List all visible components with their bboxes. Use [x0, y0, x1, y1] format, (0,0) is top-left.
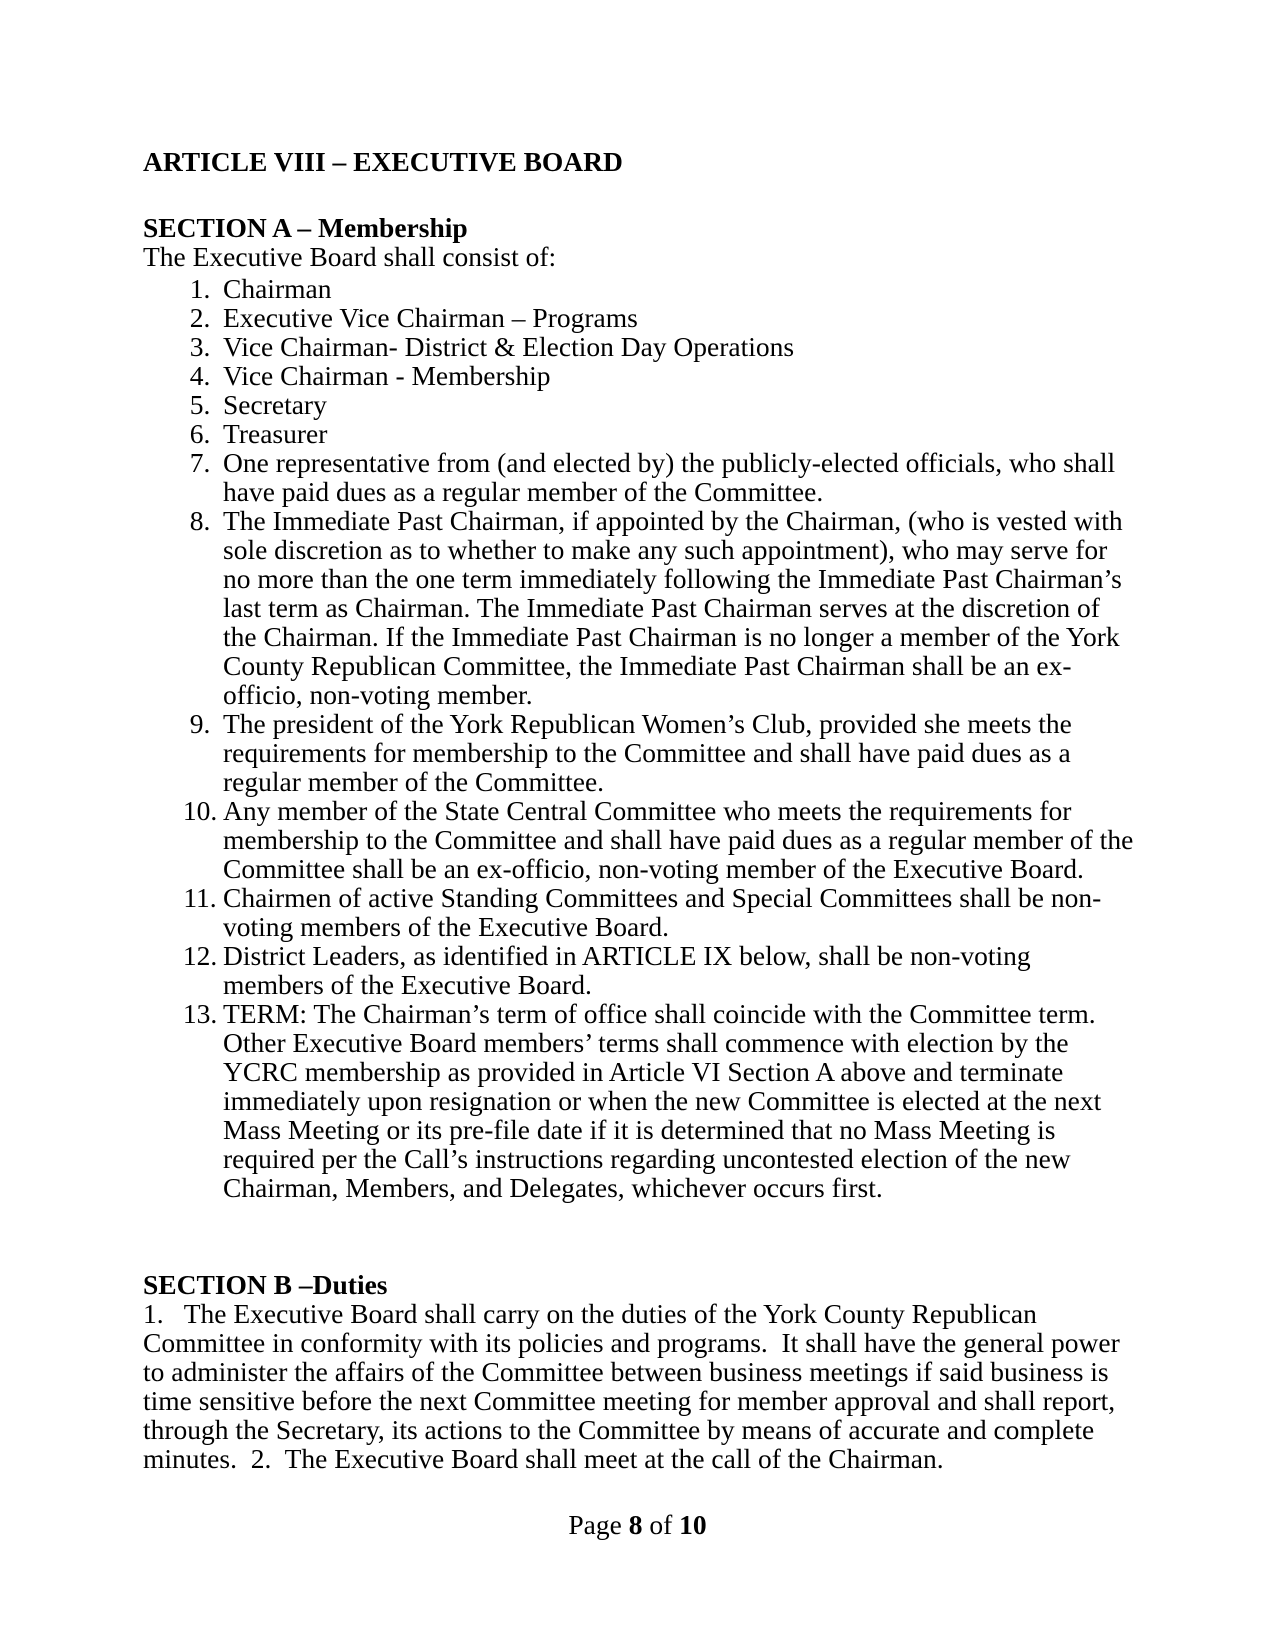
list-item-number: 9. — [189, 708, 211, 739]
footer-page-number: 8 — [628, 1509, 643, 1540]
list-item-number: 8. — [189, 505, 211, 536]
list-item — [143, 999, 1136, 1202]
list-item — [143, 796, 1136, 883]
list-item-number: 13. — [182, 998, 218, 1029]
list-item-text: Secretary — [223, 389, 327, 420]
section-a-intro: The Executive Board shall consist of: — [143, 241, 557, 272]
list-item-text: Treasurer — [223, 418, 328, 449]
list-item-text: Chairman — [223, 273, 332, 304]
list-item-number: 10. — [182, 795, 218, 826]
list-item-number: 6. — [189, 418, 211, 449]
list-item-number: 2. — [189, 302, 211, 333]
list-item — [143, 390, 1136, 419]
list-item — [143, 506, 1136, 709]
list-item — [143, 303, 1136, 332]
list-item — [143, 361, 1136, 390]
list-item — [143, 274, 1136, 303]
list-item-text: Executive Vice Chairman – Programs — [223, 302, 638, 333]
page-footer — [0, 1510, 1275, 1539]
list-item-text: One representative from (and elected by) the publicly-elected officials, who shall have paid dues as a regular member of the Committee. — [223, 447, 1116, 507]
list-item-text: TERM: The Chairman’s term of office shall coincide with the Committee term. Other Executive Board members’ terms shall commence with election by the YCRC membership as provided in Article VI Section A above and terminate immediately upon resignation or when the new Committee is elected at the next Mass Meeting or its pre-file date if it is determined that no Mass Meeting is required per the Call’s instructions regarding uncontested election of the new Chairman, Members, and Delegates, whichever occurs first. — [223, 998, 1102, 1203]
list-item-number: 7. — [189, 447, 211, 478]
list-item — [143, 709, 1136, 796]
list-item — [143, 941, 1136, 999]
footer-of-label: of — [642, 1509, 680, 1540]
list-item-number: 1. — [189, 273, 211, 304]
list-item-number: 12. — [182, 940, 218, 971]
article-heading: ARTICLE VIII – EXECUTIVE BOARD — [143, 146, 623, 177]
list-item — [143, 332, 1136, 361]
section-b-paragraph: 1. The Executive Board shall carry on the duties of the York County Republican Committee in conformity with its policies and programs. It shall have the general power to administer the affairs of the Committee between business meetings if said business is time sensitive before the next Committee meeting for member approval and shall report, through the Secretary, its actions to the Committee by means of accurate and complete minutes. 2. The Executive Board shall meet at the call of the Chairman. — [143, 1298, 1127, 1474]
section-b-heading: SECTION B –Duties — [143, 1269, 388, 1300]
list-item-text: Vice Chairman - Membership — [223, 360, 551, 391]
page-content — [143, 147, 1136, 1473]
list-item-text: District Leaders, as identified in ARTICLE IX below, shall be non-voting members of the Executive Board. — [223, 940, 1031, 1000]
list-item-number: 3. — [189, 331, 211, 362]
list-item-text: The president of the York Republican Women’s Club, provided she meets the requirements for membership to the Committee and shall have paid dues as a regular member of the Committee. — [223, 708, 1072, 797]
membership-list — [143, 274, 1136, 1202]
section-a-heading: SECTION A – Membership — [143, 212, 468, 243]
list-item-text: Any member of the State Central Committee who meets the requirements for membership to the Committee and shall have paid dues as a regular member of the Committee shall be an ex-officio, non-voting member of the Executive Board. — [223, 795, 1134, 884]
footer-page-label: Page — [568, 1509, 629, 1540]
footer-total-pages: 10 — [679, 1509, 707, 1540]
list-item-text: The Immediate Past Chairman, if appointed by the Chairman, (who is vested with sole discretion as to whether to make any such appointment), who may serve for no more than the one term immediately following the Immediate Past Chairman’s last term as Chairman. The Immediate Past Chairman serves at the discretion of the Chairman. If the Immediate Past Chairman is no longer a member of the York County Republican Committee, the Immediate Past Chairman shall be an ex-officio, non-voting member. — [223, 505, 1123, 710]
list-item-text: Vice Chairman- District & Election Day Operations — [223, 331, 795, 362]
list-item-number: 4. — [189, 360, 211, 391]
list-item — [143, 419, 1136, 448]
list-item — [143, 883, 1136, 941]
list-item-number: 11. — [183, 882, 217, 913]
list-item-text: Chairmen of active Standing Committees and Special Committees shall be non-voting members of the Executive Board. — [223, 882, 1102, 942]
list-item — [143, 448, 1136, 506]
list-item-number: 5. — [189, 389, 211, 420]
